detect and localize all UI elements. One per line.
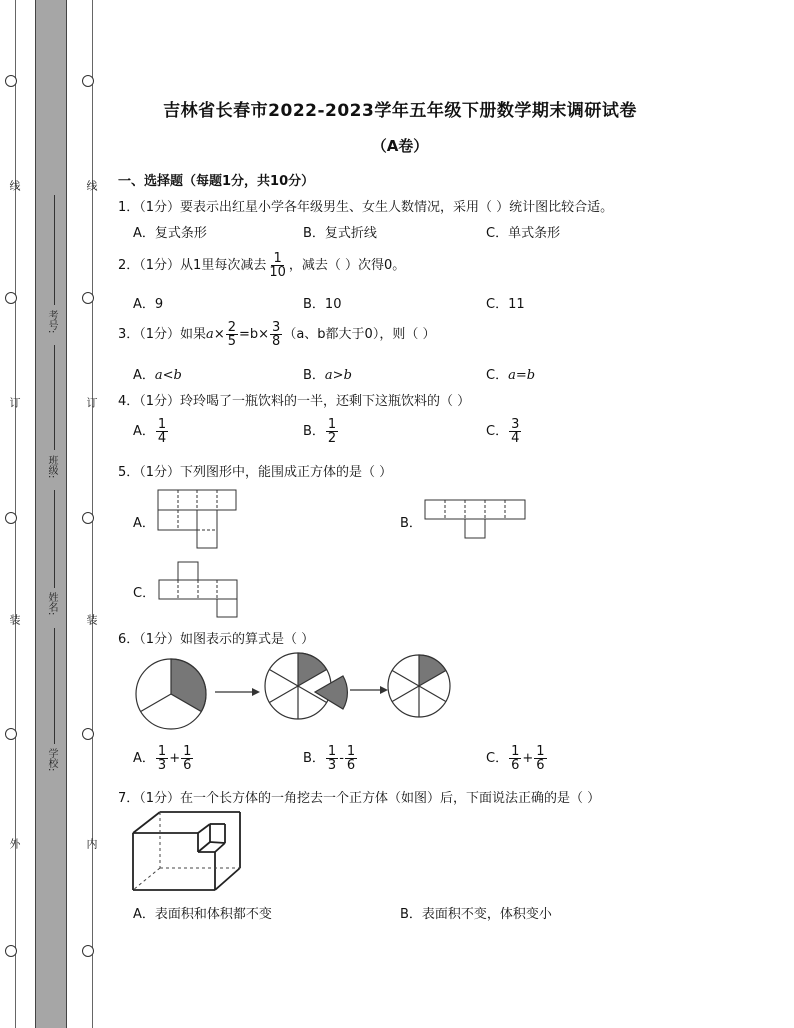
q3-f2-den: 8 [272,334,281,349]
field-school-label: 学校: [46,748,57,772]
q2-post: ，减去（ ）次得0。 [288,258,406,273]
question-4: 4．（1分）玲玲喝了一瓶饮料的一半，还剩下这瓶饮料的（ ） [118,394,471,409]
q6-c-op: + [522,751,534,766]
question-5: 5．（1分）下列图形中，能围成正方体的是（ ） [118,465,393,480]
q4-c-num: 3 [511,417,520,432]
field-exam-number-label: 考号: [46,310,57,334]
margin-outer-label: 外 [8,838,21,849]
q3-post: （a、b都大于0），则（ ） [283,327,436,342]
margin-inner-label: 订 [85,397,98,408]
q4-a-num: 1 [157,417,167,432]
q2-option-c[interactable]: C．11 [486,297,525,312]
q6-a-n1: 1 [157,744,167,759]
q6-b-label: B． [303,751,325,766]
q4-option-c-label: C． [486,424,509,439]
q5-option-b[interactable]: B． [400,516,422,531]
q2-pre: 2．（1分）从1里每次减去 [118,258,267,273]
section-heading: 一、选择题（每题1分，共10分） [118,174,315,189]
q2-frac-den: 10 [269,265,286,280]
q6-a-d2: 6 [183,758,192,773]
q3-pre: 3．（1分）如果 [118,327,207,342]
q3-mid: =b× [239,327,270,342]
q2-frac-num: 1 [273,251,282,266]
margin-inner-label: 装 [85,614,98,625]
q6-b-d2: 6 [346,758,356,773]
q7-option-b[interactable]: B．表面积不变，体积变小 [400,907,552,922]
field-name-label: 姓名: [46,592,57,616]
q6-b-d1: 3 [327,758,337,773]
q1-option-b[interactable]: B．复式折线 [303,226,377,241]
margin-outer-label: 装 [8,614,21,625]
margin-outer-label: 线 [8,180,21,191]
q3-option-c-label: C． [486,368,509,383]
q3-var-a: a [206,327,214,342]
q6-b-n2: 1 [346,744,356,759]
q6-c-d2: 6 [536,758,545,773]
q4-a-den: 4 [157,431,167,446]
q6-c-n1: 1 [511,744,520,759]
q3-f1-num: 2 [227,320,236,335]
q1-option-c[interactable]: C．单式条形 [486,226,561,241]
q3-f2-num: 3 [272,320,281,335]
question-1: 1．（1分）要表示出红星小学各年级男生、女生人数情况，采用（ ）统计图比较合适。 [118,200,614,215]
q3-option-c-text: a=b [508,368,536,383]
q4-option-a-label: A． [133,424,155,439]
q6-c-label: C． [486,751,509,766]
q2-option-a[interactable]: A．9 [133,297,164,312]
q3-option-b-text: a>b [324,368,352,383]
exam-subtitle: （A卷） [371,137,429,155]
q6-c-n2: 1 [536,744,545,759]
q4-b-den: 2 [327,431,337,446]
question-6: 6．（1分）如图表示的算式是（ ） [118,632,315,647]
q7-option-a[interactable]: A．表面积和体积都不变 [133,907,272,922]
q6-a-label: A． [133,751,155,766]
q4-option-b-label: B． [303,424,325,439]
q3-times: × [213,327,225,342]
q6-b-n1: 1 [327,744,337,759]
q6-c-d1: 6 [511,758,520,773]
q1-option-a[interactable]: A．复式条形 [133,226,207,241]
q6-a-n2: 1 [183,744,192,759]
margin-outer-label: 订 [8,397,21,408]
margin-inner-label: 线 [85,180,98,191]
q3-f1-den: 5 [227,334,236,349]
field-class-label: 班级: [46,455,57,479]
margin-inner-label: 内 [85,838,98,849]
question-7: 7．（1分）在一个长方体的一角挖去一个正方体（如图）后，下面说法正确的是（ ） [118,791,601,806]
q6-a-d1: 3 [157,758,167,773]
q4-c-den: 4 [511,431,520,446]
q5-option-c[interactable]: C． [133,586,156,601]
q6-b-op: - [339,751,344,766]
exam-title: 吉林省长春市2022-2023学年五年级下册数学期末调研试卷 [163,101,637,121]
q5-option-a[interactable]: A． [133,516,155,531]
q2-option-b[interactable]: B．10 [303,297,342,312]
q3-option-a-text: a<b [154,368,182,383]
q4-b-num: 1 [327,417,337,432]
q3-option-a-label: A． [133,368,155,383]
q3-option-b-label: B． [303,368,325,383]
q6-a-op: + [169,751,181,766]
